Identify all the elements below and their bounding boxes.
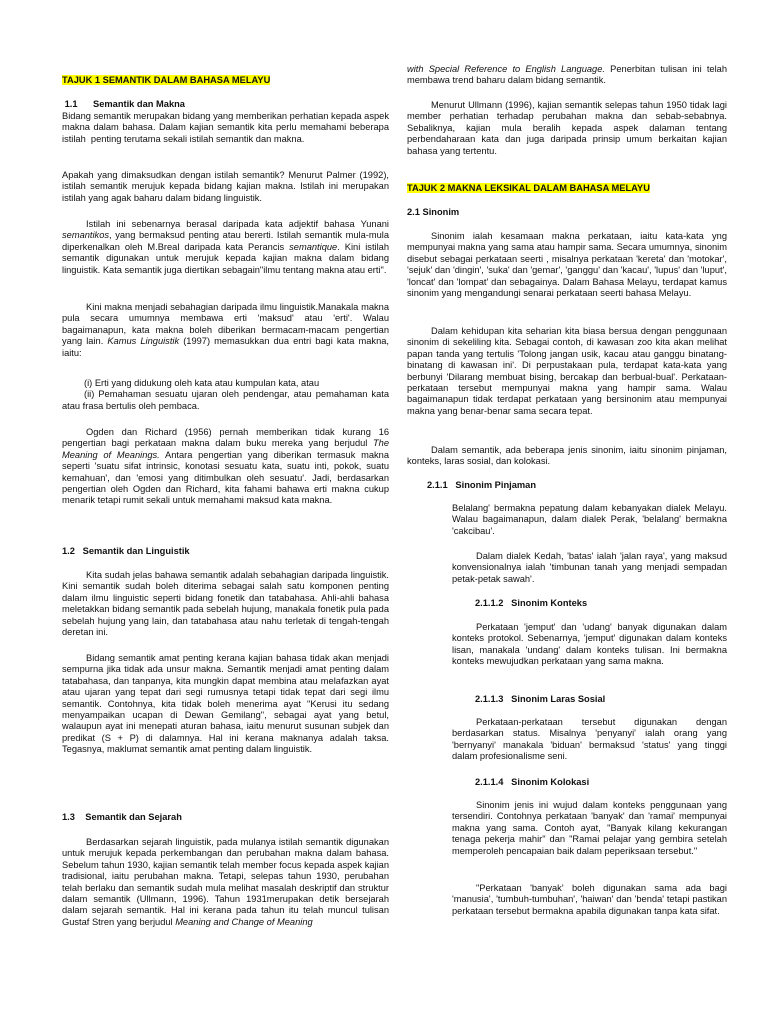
paragraph: Ogden dan Richard (1956) pernah memberikan tidak kurang 16 pengertian bagi perkataan makna dalam buku mereka yang berjudul The Meaning of Meanings. Antara pengertian yang diberikan termasuk makna seperti 'suatu sifat intrinsic, konotasi sesuatu kata, suatu inti, pokok, suatu kemahuan', dan 'emosi yang ditimbulkan oleh sesuatu'. Jadi, berdasarkan pengertian oleh Ogden dan Richard, kita fahami bahawa erti makna cukup menarik tetapi rumit sekali untuk memahami maksud kata makna. <box>62 427 389 506</box>
italic-text: The Meaning of Meanings. <box>62 438 389 460</box>
paragraph: Bidang semantik amat penting kerana kajian bahasa tidak akan menjadi sempurna jika tidak ada unsur makna. Semantik menjadi amat penting dalam tatabahasa, dan tanpanya, kita mungkin dapat membina atau melafazkan ayat atau ujaran yang tepat dari segi rumusnya tetapi tidak tepat dari segi ilmu semantik. Contohnya, kita tidak boleh menerima ayat "Kerusi itu sedang menyampaikan ucapan di Dewan Gemilang", sebagai ayat yang betul, walaupun ayat ini menepati aturan bahasa, iaitu menurut susunan subjek dan predikat (S + P) di dalamnya. Hal ini kerana maknanya adalah taksa. Tegasnya, maklumat semantik amat penting dalam linguistik. <box>62 653 389 755</box>
paragraph: "Perkataan 'banyak' boleh digunakan sama ada bagi 'manusia', 'tumbuh-tumbuhan', 'haiwan' dan 'benda' tetapi pastikan perkataan tersebut bermakna apabila digunakan tanpa kata sifat. <box>452 883 727 916</box>
paragraph: Apakah yang dimaksudkan dengan istilah semantik? Menurut Palmer (1992), istilah semantik merujuk kepada bidang kajian makna. Istilah ini merupakan istilah yang agak baharu dalam bidang linguistik. <box>62 170 389 203</box>
section-2-1-1-4-heading: 2.1.1.4 Sinonim Kolokasi <box>475 777 590 787</box>
paragraph: Sinonim ialah kesamaan makna perkataan, iaitu kata-kata yng mempunyai makna yang sama atau hampir sama. Secara umumnya, sinonim disebut sebagai perkataan seerti , misalnya perkataan 'kereta' dan 'motokar', 'sejuk' dan 'dingin', 'suka' dan 'gemar', 'ganggu' dan 'kacau', 'lupus' dan 'luput', 'loncat' dan 'lompat' dan sebagainya. Dalam Bahasa Melayu, terdapat kamus sinonim yang mengandungi senarai perkataan seerti bahasa Melayu. <box>407 231 727 299</box>
chapter-2-title <box>407 183 727 194</box>
section-2-1-1-heading: 2.1.1 Sinonim Pinjaman <box>427 480 537 490</box>
paragraph-continued: with Special Reference to English Language. Penerbitan tulisan ini telah membawa trend baharu dalam bidang semantik. <box>407 64 728 86</box>
list-item: (ii) Pemahaman sesuatu ujaran oleh pendengar, atau pemahaman kata atau frasa bertulis oleh pembaca. <box>62 389 389 411</box>
definition-list <box>62 378 389 412</box>
section-2-1-heading: 2.1 Sinonim <box>407 207 460 217</box>
section-1-3-heading: 1.3 Semantik dan Sejarah <box>62 812 182 822</box>
italic-text: Kamus Linguistik <box>107 336 180 347</box>
paragraph: Menurut Ullmann (1996), kajian semantik selepas tahun 1950 tidak lagi member perhatian terhadap perubahan makna dan sebab-sebabnya. Sebaliknya, kajian mula beralih kepada aspek dalaman tentang perbendaharaan kata dan juga daripada prinsip umum berkaitan kajian bahasa yang tertentu. <box>407 100 727 156</box>
italic-text: with Special Reference to English Language. <box>407 64 605 74</box>
paragraph: Sinonim jenis ini wujud dalam konteks penggunaan yang tersendiri. Contohnya perkataan 'banyak' dan 'ramai' mempunyai makna yang sama. Contoh ayat, "Banyak kilang kekurangan tenaga pekerja mahir" dan "Ramai pelajar yang gembira setelah memperoleh pencapaian baik dalam peperiksaan tersebut." <box>452 800 727 856</box>
italic-text: semantique <box>289 241 338 252</box>
chapter-1-title <box>62 75 389 86</box>
paragraph: Istilah ini sebenarnya berasal daripada kata adjektif bahasa Yunani semantikos, yang bermaksud penting atau bererti. Istilah semantik mula-mula diperkenalkan oleh M.Breal daripada kata Perancis semantique. Kini istilah semantik digunakan untuk merujuk kepada kajian makna dalam bidang linguistik. Kata semantik juga diertikan sebagain"ilmu tentang makna atau erti". <box>62 219 389 275</box>
chapter-2-title-highlight: TAJUK 2 MAKNA LEKSIKAL DALAM BAHASA MELAYU <box>407 183 650 193</box>
paragraph: Berdasarkan sejarah linguistik, pada mulanya istilah semantik digunakan untuk merujuk kepada perkembangan dan perubahan makna dalam bahasa. Sebelum tahun 1930, kajian semantik telah member focus kepada aspek kajian tradisional, iaitu perubahan makna. Tetapi, selepas tahun 1930, perubahan telah berlaku dan semantik sudah mula melihat masalah deskriptif dan struktur dalam semantik (Ullmann, 1996). Tahun 1931merupakan detik bersejarah dalam sejarah semantik. Hal ini kerana pada tahun itu telah muncul tulisan Gustaf Stren yang berjudul Meaning and Change of Meaning <box>62 837 389 927</box>
paragraph: Kini makna menjadi sebahagian daripada ilmu linguistik.Manakala makna pula secara umumnya membawa erti 'maksud' atau 'erti'. Walau bagaimanapun, kata makna boleh diberikan bermacam-macam pengertian yang lain. Kamus Linguistik (1997) memasukkan dua entri bagi kata makna, iaitu: <box>62 302 389 358</box>
paragraph: Belalang' bermakna pepatung dalam kebanyakan dialek Melayu. Walau bagaimanapun, dalam dialek Perak, 'belalang' bermakna 'cakcibau'. <box>452 503 727 536</box>
paragraph: Bidang semantik merupakan bidang yang memberikan perhatian kepada aspek makna dalam bahasa. Dalam kajian semantik kita perlu memahami beberapa istilah penting terutama sekali istilah semantik dan makna. <box>62 111 410 144</box>
section-1-1-heading: 1.1 Semantik dan Makna <box>62 99 185 109</box>
paragraph: Dalam dialek Kedah, 'batas' ialah 'jalan raya', yang maksud konvensionalnya ialah 'timbunan tanah yang menjadi sempadan petak-petak sawah'. <box>452 551 727 584</box>
paragraph: Dalam semantik, ada beberapa jenis sinonim, iaitu sinonim pinjaman, konteks, laras sosial, dan kolokasi. <box>407 445 727 467</box>
list-item: (i) Erti yang didukung oleh kata atau kumpulan kata, atau <box>84 378 320 388</box>
italic-text: Meaning and Change of Meaning <box>175 916 313 927</box>
section-2-1-1-3-heading: 2.1.1.3 Sinonim Laras Sosial <box>475 694 606 704</box>
section-1-2-heading: 1.2 Semantik dan Linguistik <box>62 546 190 556</box>
paragraph: Kita sudah jelas bahawa semantik adalah sebahagian daripada linguistik. Kini semantik sudah boleh diterima sebagai salah satu komponen penting dalam ilmu linguistic seperti bidang fonetik dan tatabahasa. Ahli-ahli bahasa meletakkan bidang semantik pada sebelah hujung, manakala fonetik pula pada sebelah hujung yang lain, dan tatabahasa atau nahu terletak di tengah-tengah deretan ini. <box>62 570 389 638</box>
chapter-1-title-highlight: TAJUK 1 SEMANTIK DALAM BAHASA MELAYU <box>62 75 271 85</box>
paragraph: Perkataan 'jemput' dan 'udang' banyak digunakan dalam konteks protokol. Sebenarnya, 'jemput' digunakan dalam konteks lisan, manakala 'undang' dalam konteks tulisan. Ini bermakna konteks mewujudkan perkataan yang sama makna. <box>452 622 727 667</box>
paragraph: Perkataan-perkataan tersebut digunakan dengan berdasarkan status. Misalnya 'penyanyi' ialah orang yang 'bernyanyi' manakala 'biduan' bermaksud 'status' yang tinggi dalam profesionalisme seni. <box>452 717 727 762</box>
italic-text: semantikos <box>62 230 110 241</box>
paragraph: Dalam kehidupan kita seharian kita biasa bersua dengan penggunaan sinonim di sekeliling kita. Sebagai contoh, di kawasan zoo kita akan melihat papan tanda yang tertulis 'Tolong jangan usik, kacau atau ganggu binatang-binatang di kawasan ini'. Di perpustakaan pula, terdapat kata-kata yang berbunyi 'Dilarang membuat bising, bercakap dan berbual-bual'. Perkataan-perkataan tersebut mempunyai makna yang hampir sama. Walau bagaimanapun tidak terdapat perkataan yang bersinonim atau mempunyai makna yang benar-benar sama secara tepat. <box>407 326 727 416</box>
section-2-1-1-2-heading: 2.1.1.2 Sinonim Konteks <box>475 598 588 608</box>
